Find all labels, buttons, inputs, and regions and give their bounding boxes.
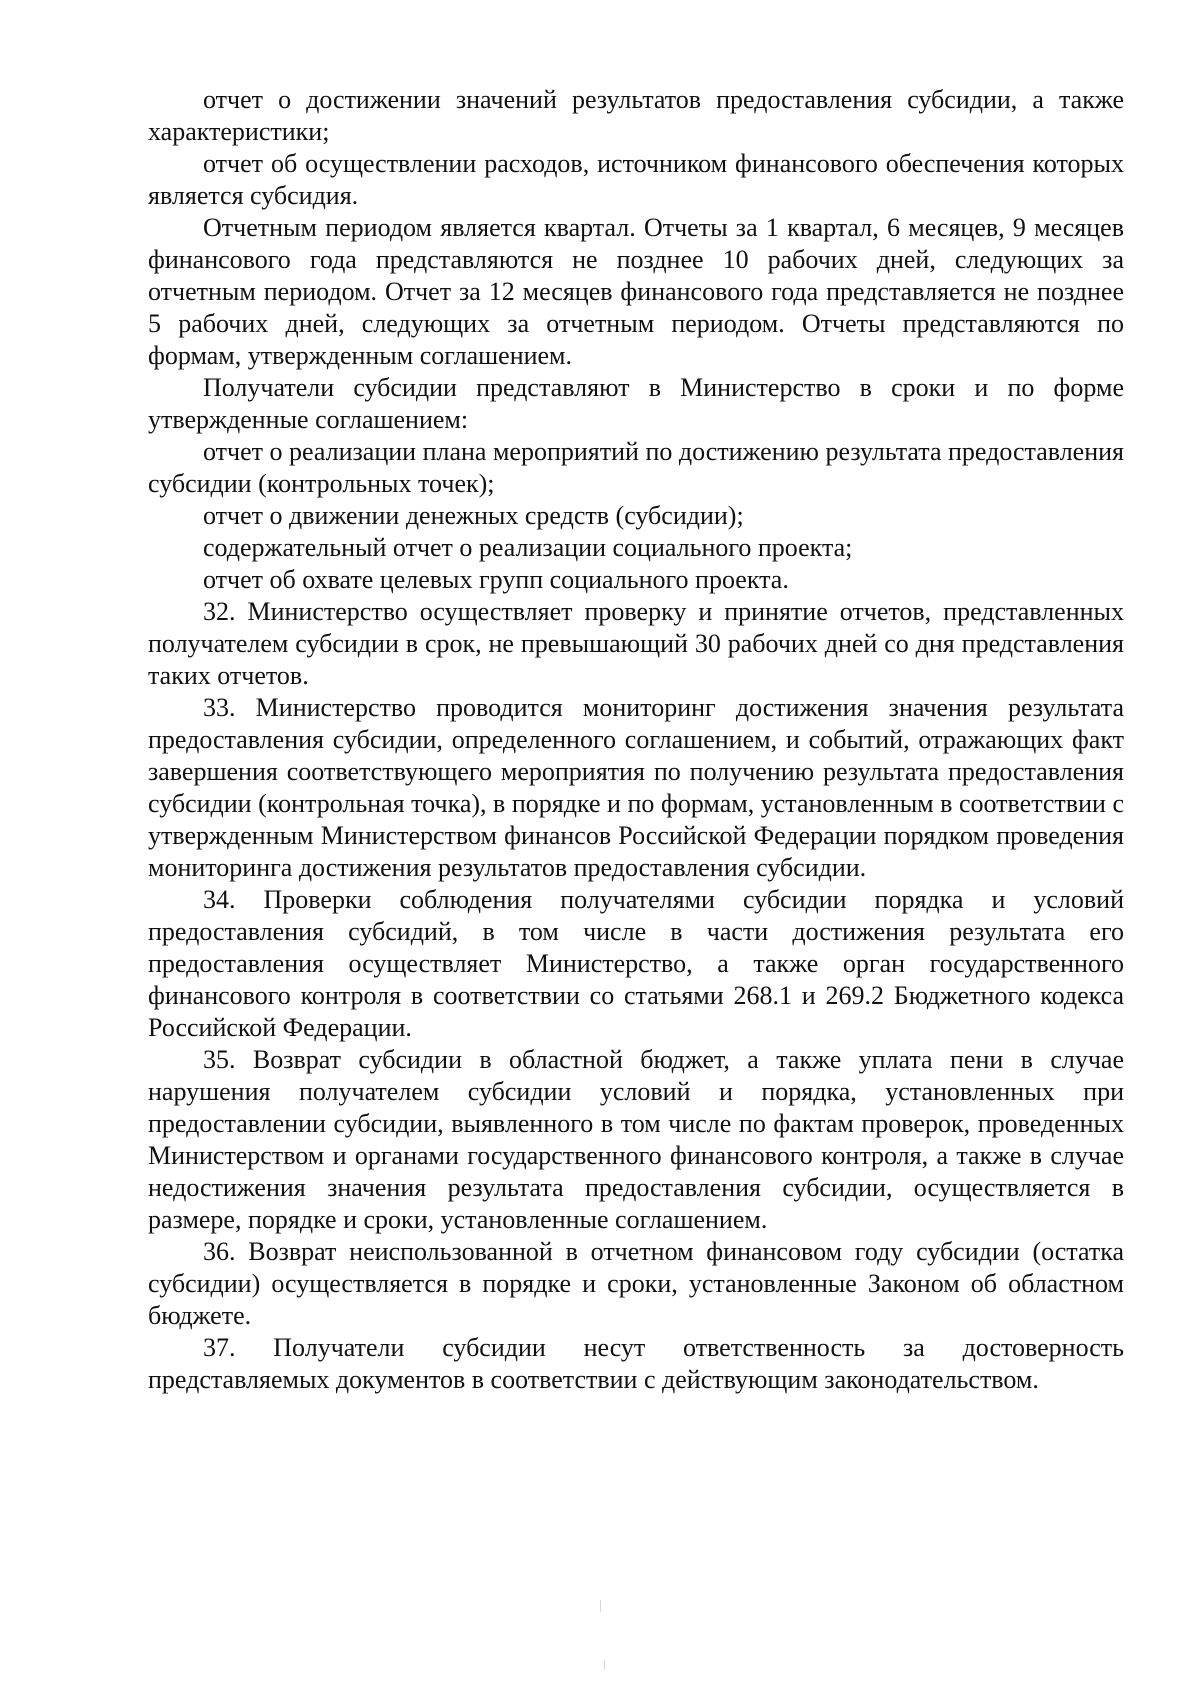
paragraph-recipients-submit: Получатели субсидии представляют в Министерство в сроки и по форме утвержденные соглашением: — [148, 373, 1124, 434]
paragraph-reporting-period: Отчетным периодом является квартал. Отчеты за 1 квартал, 6 месяцев, 9 месяцев финансового года представляются не позднее 10 рабочих дней, следующих за отчетным периодом. Отчет за 12 месяцев финансового года представляется не позднее 5 рабочих дней, следующих за отчетным периодом. Отчеты представляются по формам, утвержденным соглашением. — [148, 213, 1124, 370]
paragraph-item-34: 34. Проверки соблюдения получателями субсидии порядка и условий предоставления субсидий, в том числе в части достижения результата его предоставления осуществляет Министерство, а также орган государственного финансового контроля в соответствии со статьями 268.1 и 269.2 Бюджетного кодекса Российской Федерации. — [148, 885, 1124, 1042]
paragraph-report-expenses: отчет об осуществлении расходов, источником финансового обеспечения которых является субсидия. — [148, 149, 1124, 210]
paragraph-item-37: 37. Получатели субсидии несут ответственность за достоверность представляемых документов в соответствии с действующим законодательством. — [148, 1333, 1124, 1394]
scan-artifact — [604, 1660, 605, 1670]
paragraph-report-coverage: отчет об охвате целевых групп социального проекта. — [203, 565, 789, 594]
paragraph-report-content: содержательный отчет о реализации социального проекта; — [203, 533, 853, 562]
paragraph-item-36: 36. Возврат неиспользованной в отчетном финансовом году субсидии (остатка субсидии) осуществляется в порядке и сроки, установленные Законом об областном бюджете. — [148, 1237, 1124, 1330]
paragraph-report-results: отчет о достижении значений результатов предоставления субсидии, а также характеристики; — [148, 85, 1124, 146]
scan-artifact — [600, 1600, 601, 1612]
paragraph-item-32: 32. Министерство осуществляет проверку и принятие отчетов, представленных получателем субсидии в срок, не превышающий 30 рабочих дней со дня представления таких отчетов. — [148, 597, 1124, 690]
paragraph-report-cash-flow: отчет о движении денежных средств (субсидии); — [203, 501, 744, 530]
paragraph-item-33: 33. Министерство проводится мониторинг достижения значения результата предоставления субсидии, определенного соглашением, и событий, отражающих факт завершения соответствующего мероприятия по получению результата предоставления субсидии (контрольная точка), в порядке и по формам, установленным в соответствии с утвержденным Министерством финансов Российской Федерации порядком проведения мониторинга достижения результатов предоставления субсидии. — [148, 693, 1124, 882]
paragraph-item-35: 35. Возврат субсидии в областной бюджет, а также уплата пени в случае нарушения получателем субсидии условий и порядка, установленных при предоставлении субсидии, выявленного в том числе по фактам проверок, проведенных Министерством и органами государственного финансового контроля, а также в случае недостижения значения результата предоставления субсидии, осуществляется в размере, порядке и сроки, установленные соглашением. — [148, 1045, 1124, 1234]
paragraph-report-plan: отчет о реализации плана мероприятий по достижению результата предоставления субсидии (контрольных точек); — [148, 437, 1124, 498]
document-body — [148, 84, 1124, 1396]
